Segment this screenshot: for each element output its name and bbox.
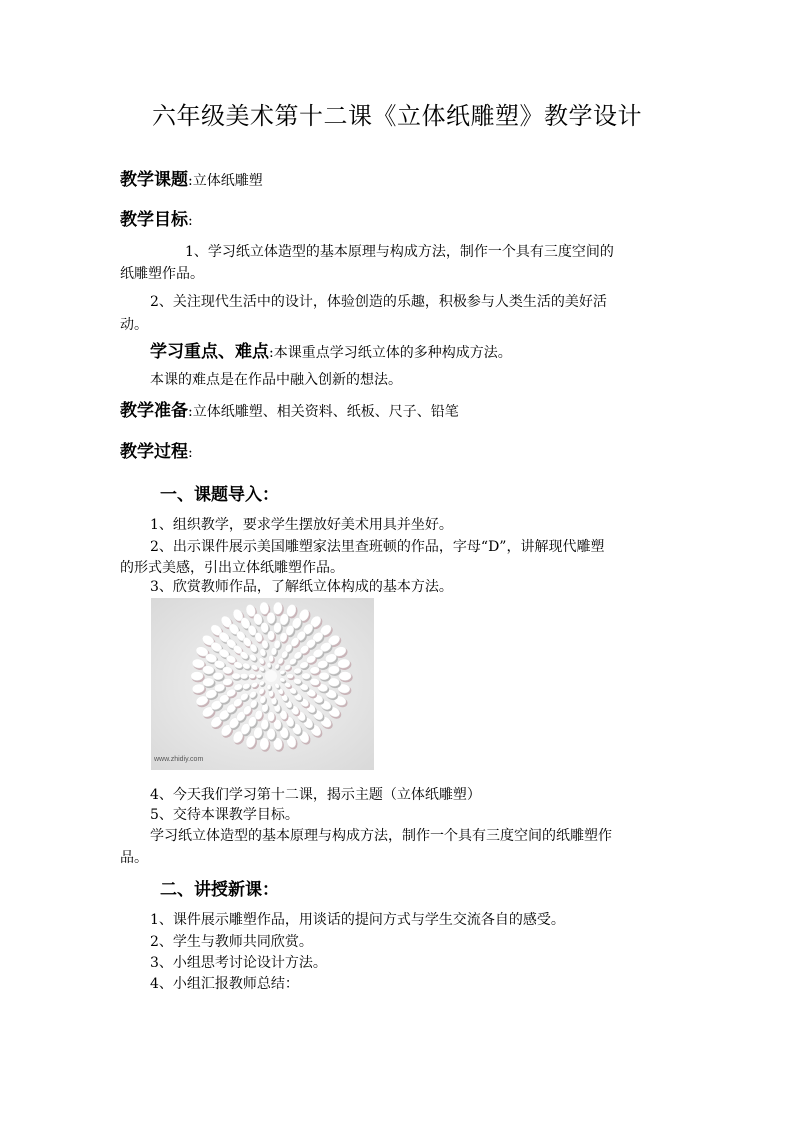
document-title: 六年级美术第十二课《立体纸雕塑》教学设计 xyxy=(152,102,642,130)
process-label: 教学过程 xyxy=(120,442,188,462)
sculpture-petal xyxy=(319,672,329,680)
key-row xyxy=(150,344,512,361)
section-1-line-5: 5、交待本课教学目标。 xyxy=(150,807,299,823)
key-label: 学习重点、难点 xyxy=(150,342,269,362)
goal-1-line-2: 纸雕塑作品。 xyxy=(120,266,204,282)
sculpture-petal xyxy=(268,712,275,722)
photo-watermark: www.zhidiy.com xyxy=(154,756,204,763)
section-1-line-6a: 学习纸立体造型的基本原理与构成方法，制作一个具有三度空间的纸雕塑作 xyxy=(150,828,612,844)
key-sep: : xyxy=(269,345,274,361)
key-value: 本课重点学习纸立体的多种构成方法。 xyxy=(273,345,512,361)
section-1-line-3: 3、欣赏教师作品，了解纸立体构成的基本方法。 xyxy=(150,579,453,595)
topic-label: 教学课题 xyxy=(120,170,188,190)
prep-sep: : xyxy=(188,404,193,420)
sculpture-petal xyxy=(240,673,248,679)
section-2-line-3: 3、小组思考讨论设计方法。 xyxy=(150,955,327,971)
sculpture-petal xyxy=(213,672,223,680)
prep-row xyxy=(120,403,459,420)
sculpture-petal xyxy=(269,655,274,662)
section-1-line-2b: 的形式美感，引出立体纸雕塑作品。 xyxy=(120,560,344,576)
sculpture-petal xyxy=(256,674,261,678)
section-1-heading: 一、课题导入： xyxy=(160,485,279,505)
sculpture-petal xyxy=(249,674,256,679)
goal-1-line-1: 1、学习纸立体造型的基本原理与构成方法，制作一个具有三度空间的 xyxy=(185,244,614,260)
prep-label: 教学准备 xyxy=(120,401,188,421)
process-sep: : xyxy=(188,445,193,461)
process-row xyxy=(120,444,193,461)
paper-sculpture-illustration xyxy=(151,598,374,770)
sculpture-petal xyxy=(269,690,274,697)
section-2-line-4: 4、小组汇报教师总结： xyxy=(150,976,299,992)
section-2-line-1: 1、课件展示雕塑作品，用谈话的提问方式与学生交流各自的感受。 xyxy=(150,912,565,928)
sculpture-petal xyxy=(339,672,351,681)
section-1-line-2a: 2、出示课件展示美国雕塑家法里查班顿的作品，字母“D”，讲解现代雕塑 xyxy=(150,539,605,555)
topic-sep: : xyxy=(188,173,193,189)
goals-heading-row xyxy=(120,212,193,229)
prep-value: 立体纸雕塑、相关资料、纸板、尺子、铅笔 xyxy=(192,404,459,420)
sculpture-center xyxy=(265,670,277,682)
topic-value: 立体纸雕塑 xyxy=(192,173,263,189)
key-value-2: 本课的难点是在作品中融入创新的想法。 xyxy=(150,372,402,388)
goal-2-line-2: 动。 xyxy=(120,317,148,333)
goal-2-line-1: 2、关注现代生活中的设计，体验创造的乐趣，积极参与人类生活的美好活 xyxy=(150,294,607,310)
section-1-line-1: 1、组织教学，要求学生摆放好美术用具并坐好。 xyxy=(150,517,453,533)
sculpture-petal xyxy=(287,674,294,679)
sculpture-petal xyxy=(267,612,275,623)
section-1-line-6b: 品。 xyxy=(120,850,148,866)
goals-label: 教学目标 xyxy=(120,210,188,230)
section-2-line-2: 2、学生与教师共同欣赏。 xyxy=(150,934,313,950)
paper-sculpture-photo xyxy=(151,598,374,770)
sculpture-petal xyxy=(191,672,203,681)
sculpture-petal xyxy=(268,631,275,641)
sculpture-petal xyxy=(232,673,241,679)
section-2-heading: 二、讲授新课： xyxy=(160,880,279,900)
topic-row xyxy=(120,172,263,189)
section-1-line-4: 4、今天我们学习第十二课，揭示主题（立体纸雕塑） xyxy=(150,787,481,803)
goals-sep: : xyxy=(188,213,193,229)
sculpture-petal xyxy=(302,673,311,679)
